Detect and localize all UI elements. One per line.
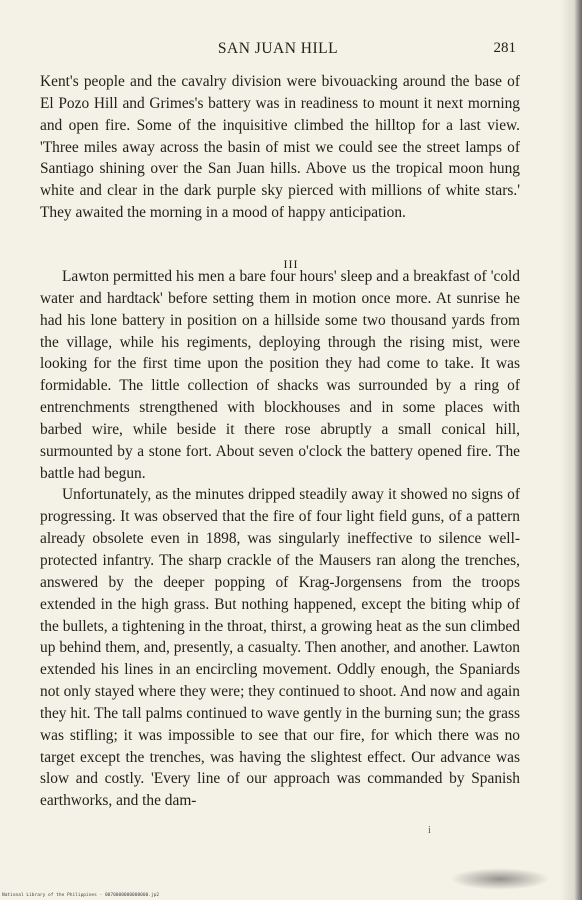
paragraph: Unfortunately, as the minutes dripped steadily away it showed no signs of progressing. It was observed that the fire of four light field guns, of a pattern already obsolete even in 1898, was singularly ineffective to silence well-protected infantry. The sharp crackle of the Mausers ran along the trenches, answered by the deeper popping of Krag-Jorgensens from the troops extended in the high grass. But nothing happened, except the biting whip of the bullets, a tightening in the throat, thirst, a growing heat as the sun climbed up behind them, and, presently, a casualty. Then another, and another. Lawton extended his lines in an encircling movement. Oddly enough, the Spaniards not only stayed where they were; they continued to shoot. And now and again they hit. The tall palms continued to wave gently in the burning sun; the grass was stifling; it was impossible to see that our fire, for which there was no target except the trenches, was having the slightest effect. Our advance was slow and costly. 'Every line of our approach was commanded by Spanish earthworks, and the dam- [40,486,520,810]
page-number: 281 [493,40,516,56]
paragraph: Lawton permitted his men a bare four hours' sleep and a breakfast of 'cold water and hardtack' before setting them in motion once more. At sunrise he had his lone battery in position on a hillside some two thousand yards from the village, while his regiments, deploying through the rising mist, were looking for the first time upon the position they had come to take. It was formidable. The little collection of shacks was surrounded by a ring of entrenchments strengthened with blockhouses and in some places with barbed wire, while beside it there rose abruptly a small conical hill, surmounted by a stone fort. About seven o'clock the battery opened fire. The battle had begun. [40,268,520,482]
paragraph: Kent's people and the cavalry division were bivouacking around the base of El Pozo Hill and Grimes's battery was in readiness to mount it next morning and open fire. Some of the inquisitive climbed the hilltop for a last view. 'Three miles away across the basin of mist we could see the street lamps of Santiago shining over the San Juan hills. Above us the tropical moon hung white and clear in the dark purple sky pierced with millions of white stars.' They awaited the morning in a mood of happy anticipation. [40,73,520,222]
running-head [40,36,516,60]
scan-smudge [450,868,550,890]
text-block-bottom [40,266,520,812]
section-number: III [283,257,299,271]
text-block-top [40,71,520,224]
page-edge-shadow [574,0,582,900]
scan-footer: National Library of the Philippines · 0070000000000000.jp2 [2,893,160,898]
marginal-mark: i [428,825,431,836]
running-head-title: SAN JUAN HILL [217,40,339,57]
